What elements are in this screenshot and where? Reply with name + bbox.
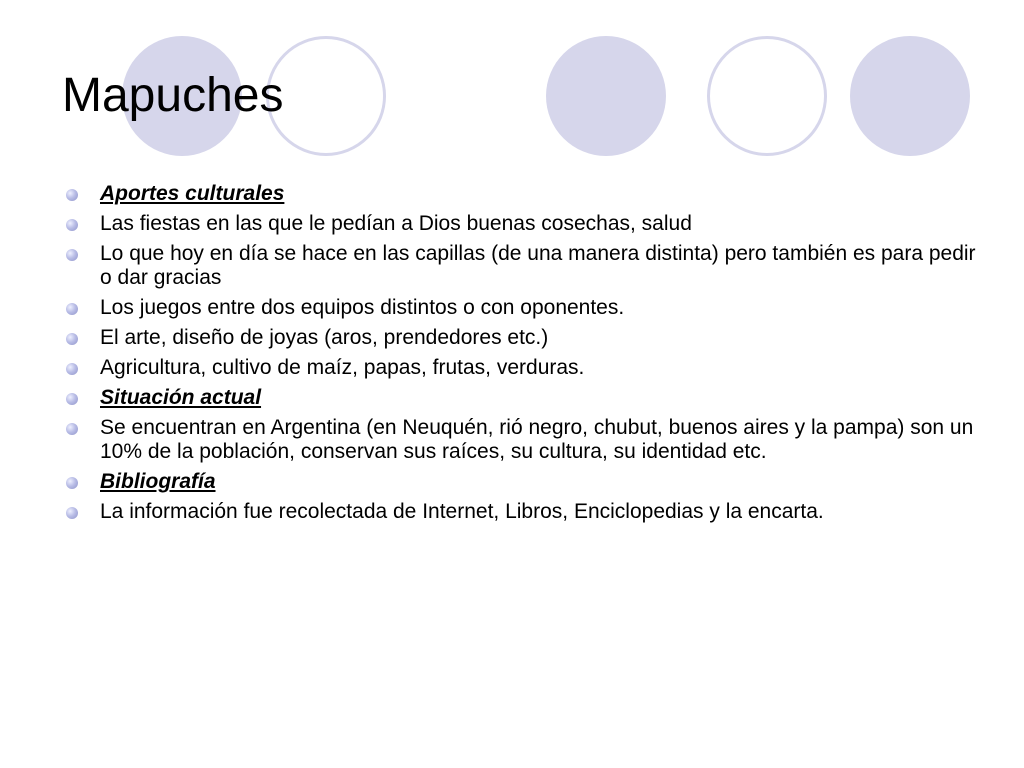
- circle-bullet-icon: [66, 333, 78, 345]
- list-item: [66, 296, 976, 320]
- list-item: [66, 326, 976, 350]
- list-item-text: Se encuentran en Argentina (en Neuquén, rió negro, chubut, buenos aires y la pampa) son un 10% de la población, conservan sus raíces, su cultura, su identidad etc.: [100, 416, 974, 463]
- circle-bullet-icon: [66, 189, 78, 201]
- bullet-list: [66, 182, 976, 530]
- list-item-text: La información fue recolectada de Internet, Libros, Enciclopedias y la encarta.: [100, 500, 824, 523]
- bullet-heading-aportes: [66, 182, 976, 206]
- circle-bullet-icon: [66, 363, 78, 375]
- list-item-text: Los juegos entre dos equipos distintos o con oponentes.: [100, 296, 625, 319]
- section-heading: Situación actual: [100, 386, 262, 409]
- decorative-circle-filled-3: [850, 36, 970, 156]
- list-item: [66, 356, 976, 380]
- bullet-heading-situacion: [66, 386, 976, 410]
- list-item-text: Agricultura, cultivo de maíz, papas, frutas, verduras.: [100, 356, 585, 379]
- list-item-text: Lo que hoy en día se hace en las capillas (de una manera distinta) pero también es para pedir o dar gracias: [100, 242, 976, 289]
- section-heading: Aportes culturales: [100, 182, 285, 205]
- decorative-circle-outline-2: [707, 36, 827, 156]
- section-heading: Bibliografía: [100, 470, 216, 493]
- list-item: [66, 500, 976, 524]
- circle-bullet-icon: [66, 219, 78, 231]
- list-item: [66, 212, 976, 236]
- list-item: [66, 242, 976, 290]
- decorative-circle-filled-2: [546, 36, 666, 156]
- decorative-circle-outline-1: [266, 36, 386, 156]
- slide-title: Mapuches: [62, 69, 284, 122]
- circle-bullet-icon: [66, 249, 78, 261]
- circle-bullet-icon: [66, 507, 78, 519]
- circle-bullet-icon: [66, 303, 78, 315]
- list-item-text: Las fiestas en las que le pedían a Dios buenas cosechas, salud: [100, 212, 692, 235]
- circle-bullet-icon: [66, 423, 78, 435]
- list-item: [66, 416, 976, 464]
- circle-bullet-icon: [66, 477, 78, 489]
- bullet-heading-bibliografia: [66, 470, 976, 494]
- circle-bullet-icon: [66, 393, 78, 405]
- list-item-text: El arte, diseño de joyas (aros, prendedores etc.): [100, 326, 549, 349]
